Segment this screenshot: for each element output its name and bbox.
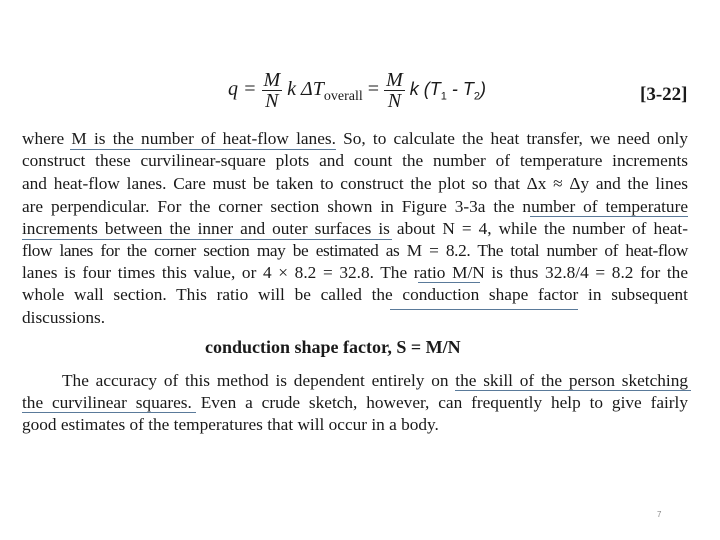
fraction-num: M <box>386 69 403 91</box>
eq-lhs: q = <box>228 78 257 101</box>
equation-number: [3-22] <box>640 84 688 105</box>
eq-close: ) <box>480 79 486 100</box>
text-line: the curvilinear squares. Even a crude sketch, however, can frequently help to give fairly <box>22 393 688 412</box>
text-line: are perpendicular. For the corner section shown in Figure 3-3a the number of temperature <box>22 197 688 216</box>
fraction <box>262 70 283 111</box>
text-line: good estimates of the temperatures that will occur in a body. <box>22 415 439 434</box>
text-line: where M is the number of heat-flow lanes. So, to calculate the heat transfer, we need only <box>22 129 688 148</box>
text-line: whole wall section. This ratio will be called the conduction shape factor in subsequent <box>22 285 688 304</box>
equation-heat-transfer <box>228 70 486 111</box>
eq-minus: - T <box>446 79 474 100</box>
eq-sub2: 2 <box>473 90 480 103</box>
text-line: construct these curvilinear-square plots and count the number of temperature increments <box>22 151 688 170</box>
text-line: The accuracy of this method is dependent entirely on the skill of the person sketching <box>62 371 688 390</box>
underline-annotation <box>530 216 688 217</box>
fraction-den: N <box>387 90 402 112</box>
underline-annotation <box>455 390 691 391</box>
underline-annotation <box>22 239 392 240</box>
eq-sub: overall <box>323 89 363 105</box>
shape-factor-definition: conduction shape factor, S = M/N <box>205 337 461 357</box>
text-line: discussions. <box>22 308 106 327</box>
eq-sub1: 1 <box>440 90 447 103</box>
eq-sign: = <box>367 78 380 101</box>
eq-rhs: k (T <box>409 79 441 100</box>
underline-annotation <box>70 149 336 150</box>
text-line: and heat-flow lanes. Care must be taken to construct the plot so that Δx ≈ Δy and the lines <box>22 174 688 193</box>
underline-annotation <box>390 309 578 310</box>
text-line: flow lanes for the corner section may be estimated as M = 8.2. The total number of heat-flow <box>22 241 688 260</box>
fraction <box>384 70 405 111</box>
text-line: lanes is four times this value, or 4 × 8.2 = 32.8. The ratio M/N is thus 32.8/4 = 8.2 for the <box>22 263 688 282</box>
fraction-num: M <box>263 69 281 91</box>
underline-annotation <box>22 412 196 413</box>
underline-annotation <box>418 282 480 283</box>
text-line: increments between the inner and outer surfaces is about N = 4, while the number of heat- <box>22 219 688 238</box>
eq-mid: k ΔT <box>287 78 324 101</box>
page-number: 7 <box>657 510 662 519</box>
fraction-den: N <box>265 90 279 112</box>
